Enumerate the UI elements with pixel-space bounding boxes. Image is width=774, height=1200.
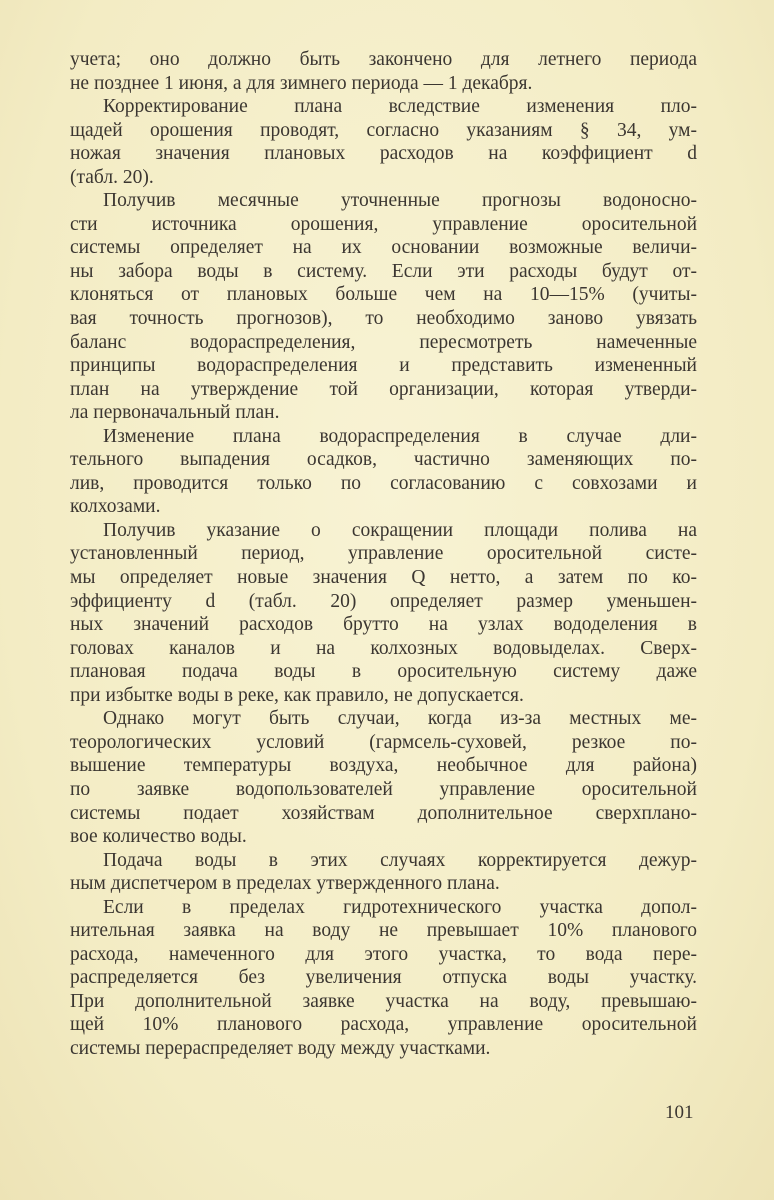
text-line: нительная заявка на воду не превышает 10% планового [70, 920, 697, 942]
paragraph [70, 425, 697, 519]
text-line: Если в пределах гидротехнического участка допол- [103, 896, 697, 918]
text-line: Изменение плана водораспределения в случае дли- [103, 425, 697, 447]
text-line: лив, проводится только по согласованию с совхозами и [70, 472, 697, 494]
text-line: системы подает хозяйствам дополнительное сверхплано- [70, 802, 697, 824]
text-line: расхода, намеченного для этого участка, то вода пере- [70, 943, 697, 965]
text-line: плановая подача воды в оросительную систему даже [70, 661, 697, 683]
paragraph [70, 519, 697, 707]
text-line: установленный период, управление оросительной систе- [70, 543, 697, 565]
text-line: эффициенту d (табл. 20) определяет размер уменьшен- [70, 590, 697, 612]
text-line: при избытке воды в реке, как правило, не допускается. [70, 684, 524, 706]
paragraph [70, 849, 697, 896]
paragraph [70, 707, 697, 848]
text-line: Подача воды в этих случаях корректируется дежур- [103, 849, 697, 871]
text-line: щей 10% планового расхода, управление оросительной [70, 1014, 697, 1036]
text-line: ла первоначальный план. [70, 402, 280, 424]
text-line: вышение температуры воздуха, необычное для района) [70, 755, 697, 777]
text-line: сти источника орошения, управление оросительной [70, 213, 697, 235]
text-line: по заявке водопользователей управление оросительной [70, 778, 697, 800]
text-line: баланс водораспределения, пересмотреть намеченные [70, 331, 697, 353]
paragraph [70, 189, 697, 424]
text-line: При дополнительной заявке участка на воду, превышаю- [70, 990, 697, 1012]
text-line: системы определяет на их основании возможные величи- [70, 237, 697, 259]
text-line: не позднее 1 июня, а для зимнего периода — 1 декабря. [70, 72, 533, 94]
text-line: теорологических условий (гармсель-суховей, резкое по- [70, 731, 697, 753]
text-line: (табл. 20). [70, 166, 154, 188]
page-number: 101 [665, 1102, 694, 1123]
text-line: Однако могут быть случаи, когда из-за местных ме- [103, 708, 697, 730]
paragraph [70, 95, 697, 189]
text-line: принципы водораспределения и представить измененный [70, 355, 697, 377]
text-line: ны забора воды в систему. Если эти расходы будут от- [70, 260, 697, 282]
text-line: учета; оно должно быть закончено для летнего периода [70, 49, 697, 70]
text-line: колхозами. [70, 496, 161, 518]
text-line: вое количество воды. [70, 826, 247, 848]
text-line: Корректирование плана вследствие изменения пло- [103, 96, 697, 118]
text-line: мы определяет новые значения Q нетто, а затем по ко- [70, 567, 697, 589]
paragraph [70, 48, 697, 95]
text-line: Получив месячные уточненные прогнозы водоносно- [103, 190, 697, 212]
text-line: вая точность прогнозов), то необходимо заново увязать [70, 308, 697, 330]
text-line: распределяется без увеличения отпуска воды участку. [70, 967, 697, 989]
text-line: ных значений расходов брутто на узлах вододеления в [70, 614, 697, 636]
text-line: щадей орошения проводят, согласно указаниям § 34, ум- [70, 119, 697, 141]
text-line: план на утверждение той организации, которая утверди- [70, 378, 697, 400]
text-line: Получив указание о сокращении площади полива на [103, 519, 697, 541]
text-line: ножая значения плановых расходов на коэффициент d [70, 143, 697, 165]
paragraph [70, 896, 697, 1061]
text-line: ным диспетчером в пределах утвержденного плана. [70, 873, 500, 895]
page-body [70, 48, 697, 1061]
text-line: головах каналов и на колхозных водовыделах. Сверх- [70, 637, 697, 659]
text-line: клоняться от плановых больше чем на 10—15% (учиты- [70, 284, 697, 306]
text-line: системы перераспределяет воду между участками. [70, 1037, 491, 1059]
text-line: тельного выпадения осадков, частично заменяющих по- [70, 449, 697, 471]
